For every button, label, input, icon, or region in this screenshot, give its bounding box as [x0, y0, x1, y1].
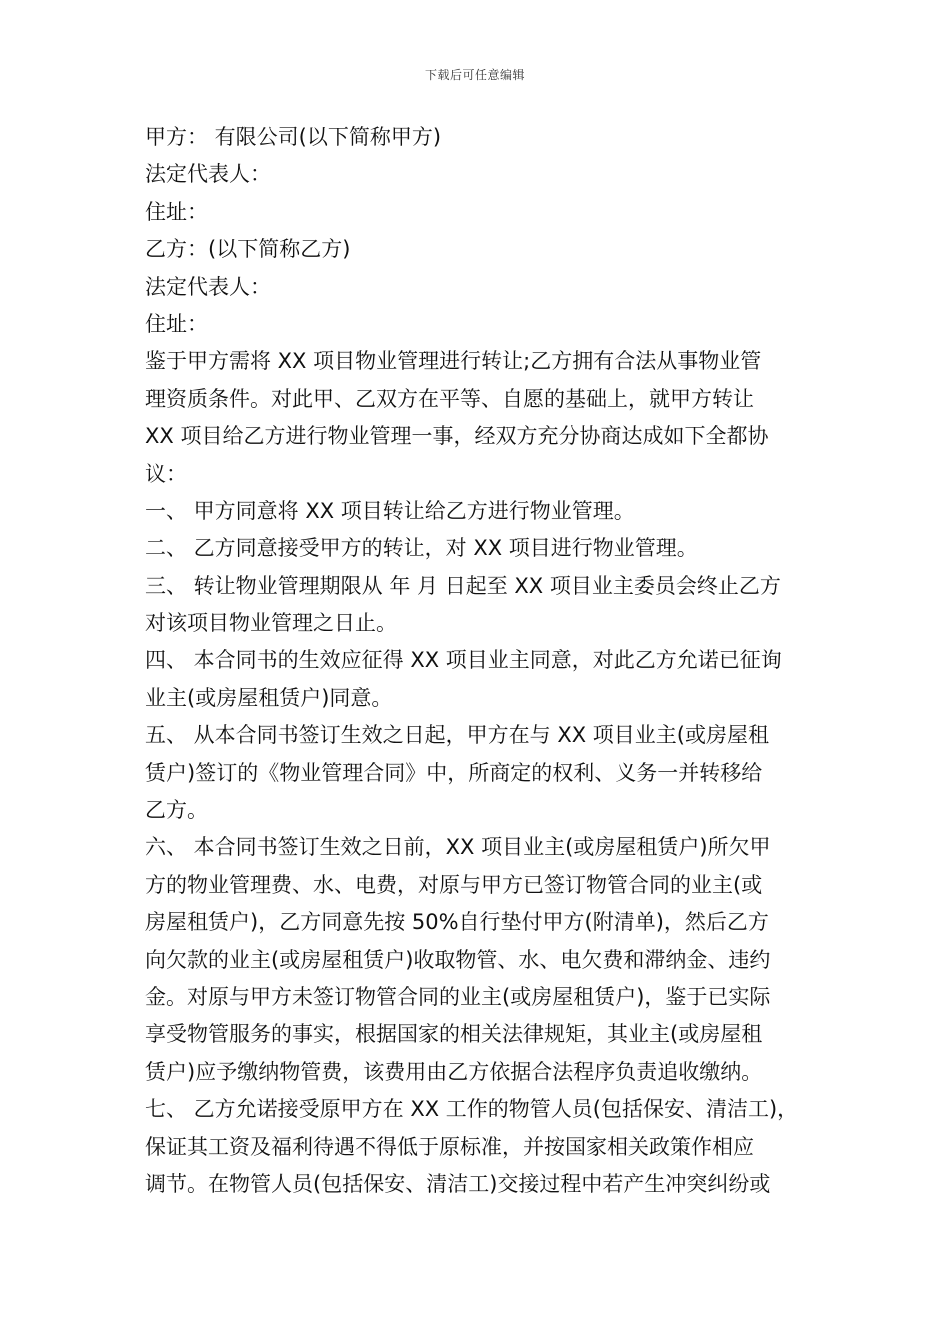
text-line: 三、 转让物业管理期限从 年 月 日起至 XX 项目业主委员会终止乙方 — [145, 573, 781, 598]
text-line: 业主(或房屋租赁户)同意。 — [145, 685, 393, 710]
text-line: 享受物管服务的事实，根据国家的相关法律规矩，其业主(或房屋租 — [145, 1022, 763, 1047]
text-line: 保证其工资及福利待遇不得低于原标准，并按国家相关政策作相应 — [145, 1134, 754, 1159]
text-line: 二、 乙方同意接受甲方的转让，对 XX 项目进行物业管理。 — [145, 536, 698, 561]
text-line: 鉴于甲方需将 XX 项目物业管理进行转让;乙方拥有合法从事物业管 — [145, 349, 762, 374]
text-line: 乙方。 — [145, 798, 208, 823]
text-line: 法定代表人： — [145, 162, 271, 187]
contract-body — [145, 119, 813, 1203]
text-line: 赁户)签订的《物业管理合同》中，所商定的权利、义务一并转移给 — [145, 760, 763, 785]
text-line: 法定代表人： — [145, 274, 271, 299]
text-line: 四、 本合同书的生效应征得 XX 项目业主同意，对此乙方允诺已征询 — [145, 648, 782, 673]
text-line: 向欠款的业主(或房屋租赁户)收取物管、水、电欠费和滞纳金、违约 — [145, 947, 771, 972]
text-line: 调节。在物管人员(包括保安、清洁工)交接过程中若产生冲突纠纷或 — [145, 1171, 771, 1196]
text-line: 住址： — [145, 199, 208, 224]
text-line: 住址： — [145, 311, 208, 336]
text-line: 方的物业管理费、水、电费，对原与甲方已签订物管合同的业主(或 — [145, 872, 763, 897]
text-line: 一、 甲方同意将 XX 项目转让给乙方进行物业管理。 — [145, 498, 635, 523]
text-line: 七、 乙方允诺接受原甲方在 XX 工作的物管人员(包括保安、清洁工)， — [145, 1097, 799, 1122]
text-line: 理资质条件。对此甲、乙双方在平等、自愿的基础上，就甲方转让 — [145, 386, 754, 411]
text-line: 赁户)应予缴纳物管费，该费用由乙方依据合法程序负责追收缴纳。 — [145, 1059, 763, 1084]
text-line: XX 项目给乙方进行物业管理一事，经双方充分协商达成如下全都协 — [145, 424, 769, 449]
text-line: 乙方：(以下简称乙方) — [145, 237, 351, 262]
text-line: 甲方： 有限公司(以下简称甲方) — [145, 125, 442, 149]
text-line: 金。对原与甲方未签订物管合同的业主(或房屋租赁户)，鉴于已实际 — [145, 984, 771, 1009]
text-line: 对该项目物业管理之日止。 — [145, 611, 397, 636]
text-line: 房屋租赁户)，乙方同意先按 50%自行垫付甲方(附清单)，然后乙方 — [145, 910, 769, 935]
page-header-note: 下载后可任意编辑 — [424, 68, 525, 82]
text-line: 议： — [145, 461, 187, 486]
text-line: 五、 从本合同书签订生效之日起，甲方在与 XX 项目业主(或房屋租 — [145, 723, 769, 748]
text-line: 六、 本合同书签订生效之日前，XX 项目业主(或房屋租赁户)所欠甲 — [145, 835, 771, 860]
